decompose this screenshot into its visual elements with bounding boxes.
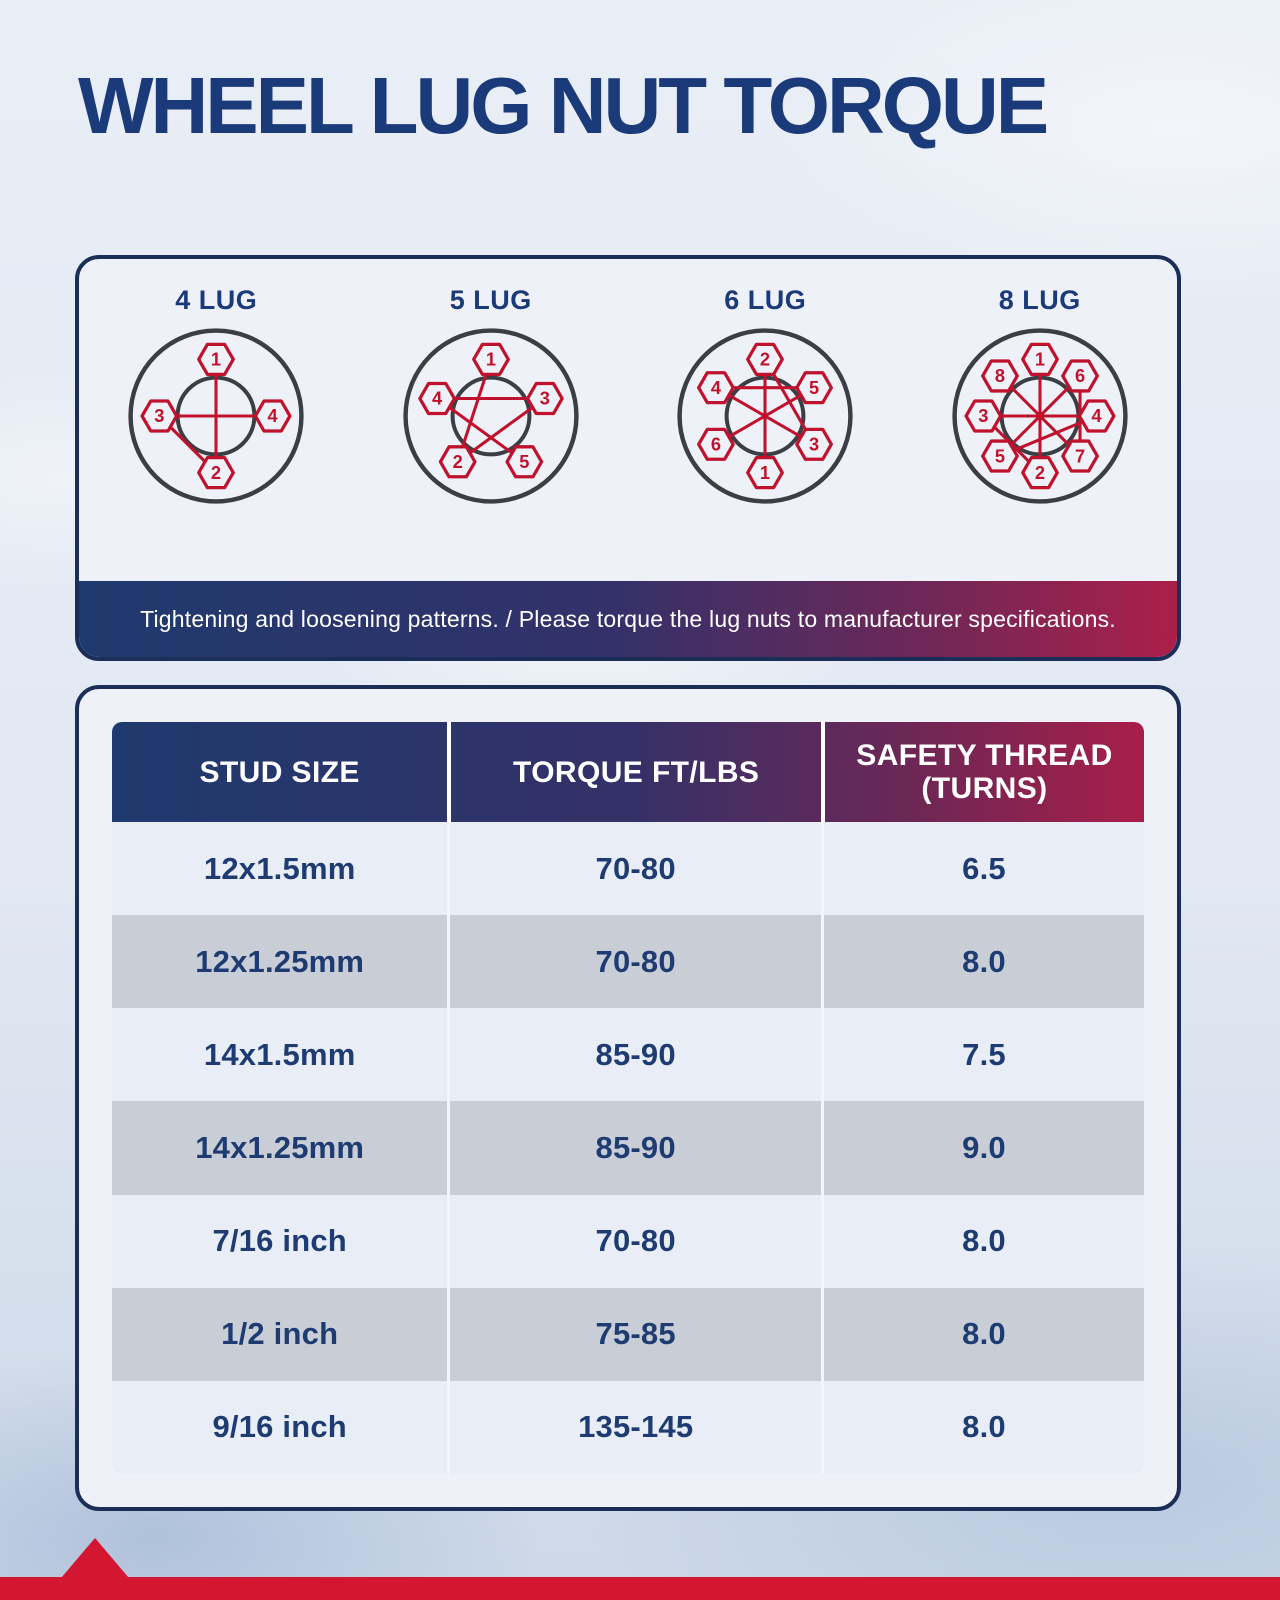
lug-pattern-label: 6 LUG — [724, 285, 807, 315]
lug-pattern-6-lug — [628, 285, 903, 517]
cell-safety-thread: 8.0 — [821, 1381, 1144, 1474]
lug-number: 5 — [518, 451, 530, 473]
torque-table-header — [112, 722, 1144, 822]
cell-safety-thread: 8.0 — [821, 1288, 1144, 1381]
column-header-sublabel: (TURNS) — [921, 772, 1048, 805]
lug-number: 3 — [809, 433, 820, 455]
cell-torque: 135-145 — [447, 1381, 821, 1474]
table-row — [112, 1195, 1144, 1288]
lug-pattern-8-lug — [903, 285, 1178, 517]
table-row — [112, 1381, 1144, 1474]
lug-number: 5 — [994, 445, 1005, 467]
lug-number: 2 — [760, 348, 771, 370]
column-header-label: STUD SIZE — [199, 755, 360, 789]
lug-diagrams-row — [79, 259, 1177, 517]
bottom-red-triangle — [61, 1538, 129, 1578]
table-row — [112, 1101, 1144, 1194]
patterns-caption-bar — [79, 581, 1177, 657]
cell-safety-thread: 9.0 — [821, 1101, 1144, 1194]
lug-number: 1 — [760, 461, 771, 483]
lug-pattern-svg — [120, 320, 312, 512]
lug-number: 4 — [711, 376, 722, 398]
cell-stud-size: 14x1.5mm — [203, 1036, 356, 1072]
cell-stud-size: 9/16 inch — [212, 1409, 347, 1445]
column-header-safety-thread — [821, 722, 1144, 822]
table-row — [112, 1008, 1144, 1101]
cell-torque: 70-80 — [447, 1195, 821, 1288]
torque-table — [112, 722, 1144, 1474]
cell-safety-thread: 8.0 — [821, 915, 1144, 1008]
table-row — [112, 1288, 1144, 1381]
lug-number: 3 — [154, 405, 165, 427]
column-header-torque-ft-lbs — [447, 722, 821, 822]
cell-safety-thread: 7.5 — [821, 1008, 1144, 1101]
lug-pattern-svg — [669, 320, 861, 512]
lug-number: 1 — [1034, 348, 1045, 370]
table-row — [112, 915, 1144, 1008]
cell-stud-size: 12x1.25mm — [195, 943, 365, 979]
lug-number: 4 — [1091, 405, 1102, 427]
lug-number: 1 — [485, 348, 496, 370]
lug-number: 2 — [452, 451, 463, 473]
table-row — [112, 822, 1144, 915]
page-title: WHEEL LUG NUT TORQUE — [78, 61, 1047, 150]
torque-table-card — [75, 685, 1181, 1511]
bottom-red-band — [0, 1577, 1280, 1600]
cell-stud-size: 14x1.25mm — [195, 1129, 365, 1165]
lug-pattern-label: 8 LUG — [998, 285, 1081, 315]
lug-pattern-5-lug — [354, 285, 629, 517]
lug-pattern-svg — [944, 320, 1136, 512]
lug-pattern-4-lug — [79, 285, 354, 517]
torque-table-body — [112, 822, 1144, 1474]
column-header-stud-size — [112, 722, 447, 822]
lug-number: 4 — [431, 387, 442, 409]
lug-number: 4 — [267, 405, 278, 427]
cell-safety-thread: 6.5 — [821, 822, 1144, 915]
lug-number: 6 — [1074, 365, 1085, 387]
lug-number: 2 — [211, 461, 222, 483]
lug-pattern-label: 4 LUG — [175, 285, 258, 315]
column-header-label: TORQUE FT/LBS — [513, 755, 760, 789]
cell-stud-size: 1/2 inch — [221, 1316, 339, 1352]
cell-torque: 85-90 — [447, 1008, 821, 1101]
lug-number: 3 — [539, 387, 550, 409]
column-header-label: SAFETY THREAD — [856, 739, 1113, 772]
lug-number: 2 — [1034, 461, 1045, 483]
lug-pattern-svg — [395, 320, 587, 512]
cell-safety-thread: 8.0 — [821, 1195, 1144, 1288]
lug-number: 1 — [211, 348, 222, 370]
cell-stud-size: 12x1.5mm — [203, 850, 356, 886]
cell-torque: 75-85 — [447, 1288, 821, 1381]
cell-torque: 70-80 — [447, 822, 821, 915]
cell-torque: 70-80 — [447, 915, 821, 1008]
lug-number: 7 — [1074, 445, 1085, 467]
patterns-caption-text: Tightening and loosening patterns. / Please torque the lug nuts to manufacturer specifications. — [140, 605, 1116, 632]
lug-number: 3 — [978, 405, 989, 427]
lug-number: 6 — [711, 433, 722, 455]
lug-number: 5 — [809, 376, 820, 398]
cell-stud-size: 7/16 inch — [212, 1223, 347, 1259]
lug-number: 8 — [994, 365, 1005, 387]
cell-torque: 85-90 — [447, 1101, 821, 1194]
lug-patterns-card — [75, 255, 1181, 661]
lug-pattern-label: 5 LUG — [449, 285, 532, 315]
